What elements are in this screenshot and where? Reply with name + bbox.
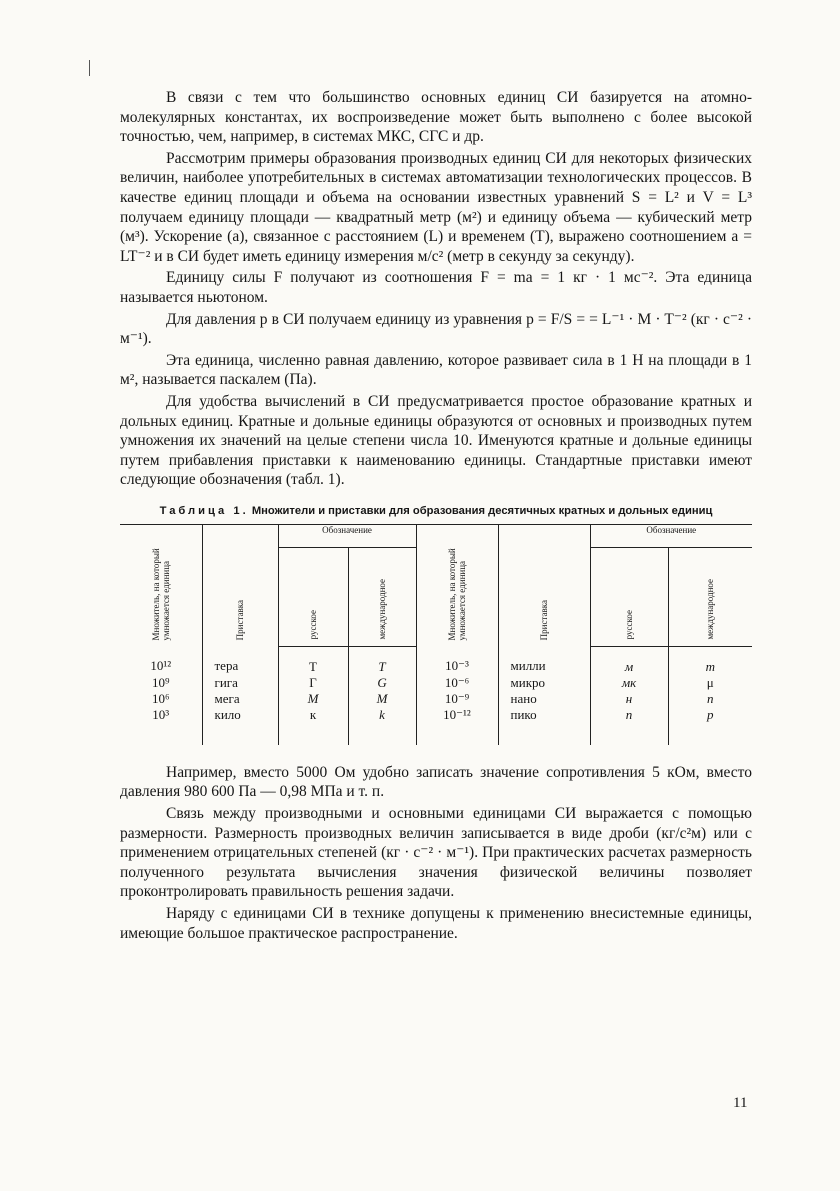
cell-prefix: нано bbox=[498, 691, 590, 707]
cell-prefix: микро bbox=[498, 675, 590, 691]
header-international-left: международное bbox=[348, 547, 416, 646]
paragraph: В связи с тем что большинство основных единиц СИ базируется на атомно-молекулярных константах, их воспроизведение может быть выполнено с более высокой точностью, чем, например, в системах МКС, СГС и др. bbox=[120, 89, 752, 146]
cell-prefix: тера bbox=[202, 646, 278, 675]
margin-mark bbox=[89, 60, 90, 76]
paragraph: Для давления p в СИ получаем единицу из уравнения p = F/S = = L⁻¹ · M · T⁻² (кг · с⁻² · м⁻¹). bbox=[120, 310, 752, 348]
table-row bbox=[120, 675, 752, 691]
cell-ru: м bbox=[590, 646, 668, 675]
paragraph: Рассмотрим примеры образования производных единиц СИ для некоторых физических величин, наиболее употребительных в системах автоматизации технологических процессов. В качестве единиц площади и объема на основании известных уравнений S = L² и V = L³ получаем единицу площади — квадратный метр (м²) и единицу объема — кубический метр (м³). Ускорение (a), связанное с расстоянием (L) и временем (T), выражено соотношением a = LT⁻² и в СИ будет иметь единицу измерения м/с² (метр в секунду за секунду). bbox=[120, 149, 752, 265]
paragraph: Эта единица, численно равная давлению, которое развивает сила в 1 Н на площади в 1 м², называется паскалем (Па). bbox=[120, 351, 752, 389]
table-row bbox=[120, 646, 752, 675]
header-multiplier-right: Множитель, на который умножается единица bbox=[416, 524, 498, 646]
header-multiplier-left: Множитель, на который умножается единица bbox=[120, 524, 202, 646]
cell-mult: 10⁻¹² bbox=[416, 707, 498, 745]
paragraph: Наряду с единицами СИ в технике допущены к применению внесистемные единицы, имеющие большое практическое распространение. bbox=[120, 905, 752, 942]
header-international-right: международное bbox=[668, 547, 752, 646]
header-prefix-right: Приставка bbox=[498, 524, 590, 646]
page-content bbox=[120, 88, 752, 943]
cell-ru: п bbox=[590, 707, 668, 745]
cell-mult: 10⁻⁹ bbox=[416, 691, 498, 707]
prefix-table bbox=[120, 524, 752, 745]
table-caption-label: Таблица 1. bbox=[159, 504, 249, 517]
cell-ru: Т bbox=[278, 646, 348, 675]
table-row bbox=[120, 691, 752, 707]
cell-prefix: гига bbox=[202, 675, 278, 691]
cell-int: k bbox=[348, 707, 416, 745]
cell-int: m bbox=[705, 658, 715, 674]
cell-ru: М bbox=[278, 691, 348, 707]
cell-ru: н bbox=[590, 691, 668, 707]
header-designation-left: Обозначение bbox=[278, 524, 416, 547]
paragraph: Единицу силы F получают из соотношения F = ma = 1 кг · 1 мс⁻². Эта единица называется ньютоном. bbox=[120, 269, 752, 306]
table-row bbox=[120, 707, 752, 745]
cell-prefix: кило bbox=[202, 707, 278, 745]
cell-mult: 10¹² bbox=[120, 646, 202, 675]
header-russian-left: русское bbox=[278, 547, 348, 646]
cell-mult: 10⁹ bbox=[120, 675, 202, 691]
cell-int: T bbox=[348, 646, 416, 675]
cell-prefix: мега bbox=[202, 691, 278, 707]
header-designation-right: Обозначение bbox=[590, 524, 752, 547]
paragraph: Для удобства вычислений в СИ предусматривается простое образование кратных и дольных единиц. Кратные и дольные единицы образуются от основных и производных путем умножения их значений на целые степени числа 10. Именуются кратные и дольные единицы путем прибавления приставки к наименованию единицы. Стандартные приставки имеют следующие обозначения (табл. 1). bbox=[120, 392, 752, 489]
cell-mult: 10⁻³ bbox=[416, 646, 498, 675]
table-caption-text: Множители и приставки для образования десятичных кратных и дольных единиц bbox=[251, 504, 713, 517]
cell-ru: мк bbox=[590, 675, 668, 691]
cell-int: p bbox=[707, 706, 714, 722]
cell-int: n bbox=[707, 690, 714, 706]
cell-ru: к bbox=[278, 707, 348, 745]
paragraph: Например, вместо 5000 Ом удобно записать значение сопротивления 5 кОм, вместо давления 980 600 Па — 0,98 МПа и т. п. bbox=[120, 763, 752, 801]
header-prefix-left: Приставка bbox=[202, 524, 278, 646]
cell-int: M bbox=[348, 691, 416, 707]
cell-mult: 10³ bbox=[120, 707, 202, 745]
cell-mult: 10⁶ bbox=[120, 691, 202, 707]
header-russian-right: русское bbox=[590, 547, 668, 646]
table-caption bbox=[120, 504, 752, 518]
cell-prefix: пико bbox=[498, 707, 590, 745]
cell-ru: Г bbox=[278, 675, 348, 691]
cell-mult: 10⁻⁶ bbox=[416, 675, 498, 691]
page-number: 11 bbox=[733, 1095, 748, 1111]
cell-int: μ bbox=[706, 674, 714, 690]
paragraph: Связь между производными и основными единицами СИ выражается с помощью размерности. Размерность производных величин записывается в виде дроби (кг/с²м) или с применением отрицательных степеней (кг · с⁻² · м⁻¹). При практических расчетах размерность полученного результата вычисления значения физической величины позволяет проконтролировать правильность решения задачи. bbox=[120, 805, 752, 901]
cell-prefix: милли bbox=[498, 646, 590, 675]
cell-int: G bbox=[348, 675, 416, 691]
